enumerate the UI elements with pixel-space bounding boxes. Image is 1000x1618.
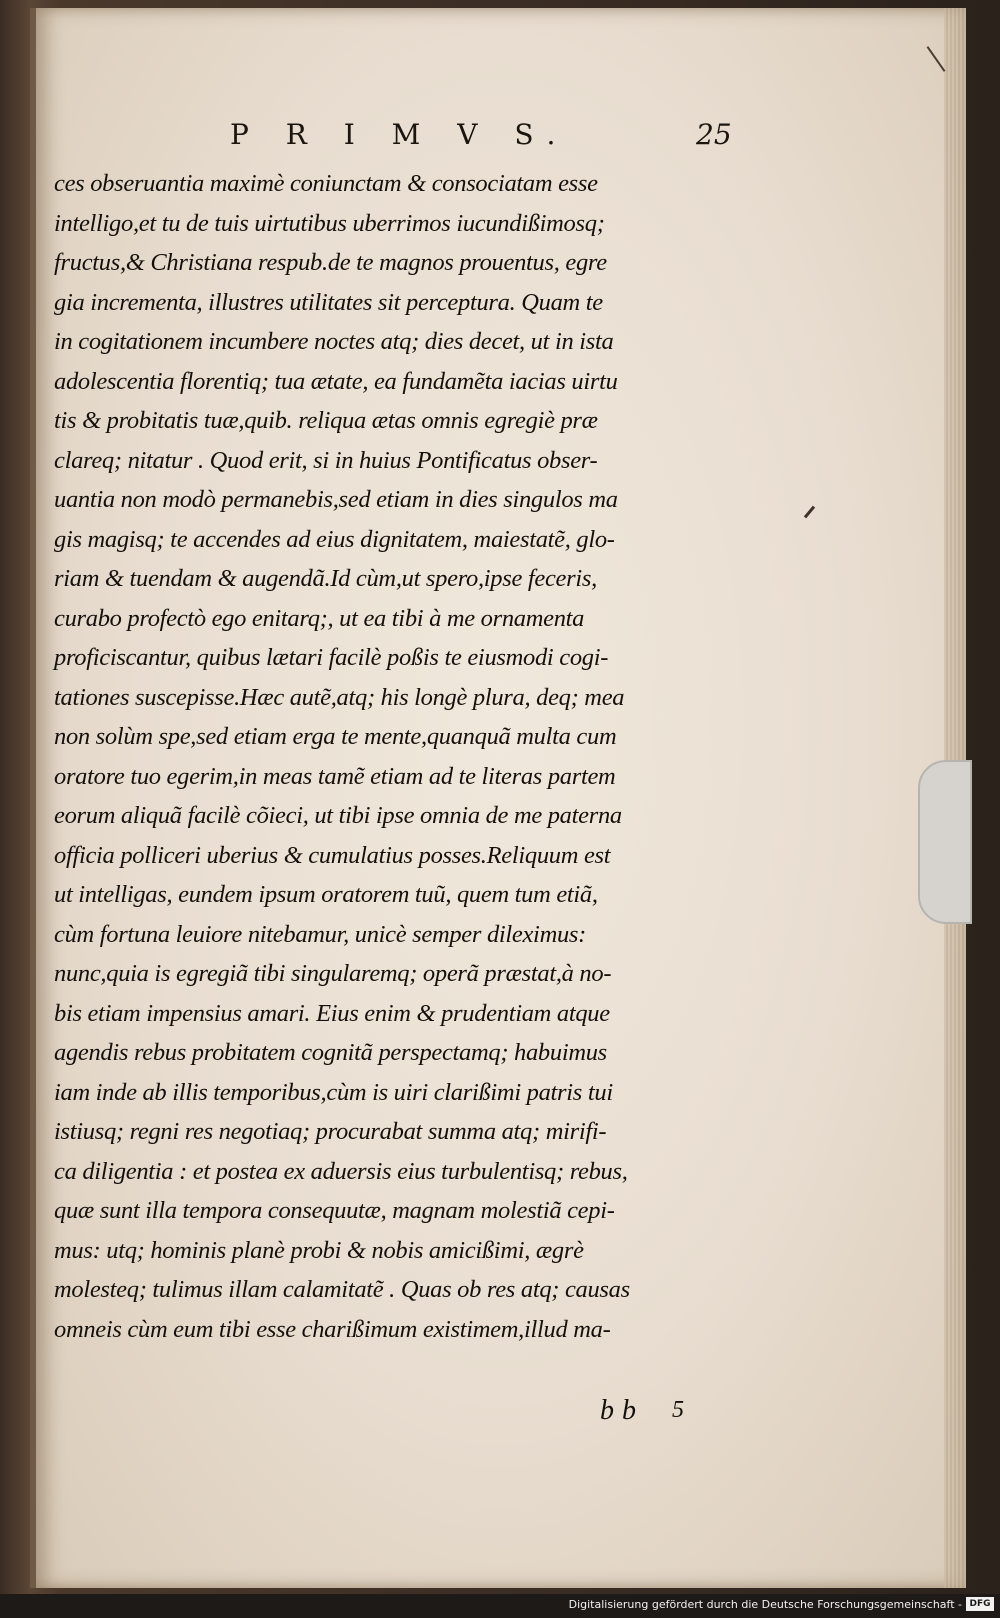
dfg-logo: DFG xyxy=(966,1597,994,1611)
text-line: omneis cùm eum tibi esse charißimum existimem,illud ma- xyxy=(54,1315,611,1343)
running-head: P R I M V S. xyxy=(230,118,570,151)
text-line: tis & probitatis tuæ,quib. reliqua ætas omnis egregiè præ xyxy=(54,407,598,434)
text-line: nunc,quia is egregiã tibi singularemq; operã præstat,à no- xyxy=(54,960,612,987)
page-header xyxy=(230,118,730,158)
signature-mark: bb xyxy=(600,1395,644,1426)
text-line: mus: utq; hominis planè probi & nobis amicißimi, ægrè xyxy=(54,1236,584,1264)
text-line: intelligo,et tu de tuis uirtutibus uberrimos iucundißimosq; xyxy=(54,209,605,237)
text-line: proficiscantur, quibus lætari facilè poßis te eiusmodi cogi- xyxy=(54,644,609,671)
text-line: curabo profectò ego enitarq;, ut ea tibi à me ornamenta xyxy=(54,604,585,632)
page-clip-tab xyxy=(918,760,972,924)
text-line: fructus,& Christiana respub.de te magnos prouentus, egre xyxy=(54,249,607,276)
body-text xyxy=(54,164,796,1349)
funding-credit: Digitalisierung gefördert durch die Deutsche Forschungsgemeinschaft - xyxy=(568,1598,962,1611)
text-line: oratore tuo egerim,in meas tamẽ etiam ad te literas partem xyxy=(54,762,616,790)
text-line: gia incrementa, illustres utilitates sit perceptura. Quam te xyxy=(54,288,603,316)
text-line: uantia non modò permanebis,sed etiam in dies singulos ma xyxy=(54,486,618,513)
text-line: eorum aliquã facilè cõieci, ut tibi ipse omnia de me paterna xyxy=(54,802,622,829)
text-line: gis magisq; te accendes ad eius dignitatem, maiestatẽ, glo- xyxy=(54,525,615,553)
text-line: riam & tuendam & augendã.Id cùm,ut spero,ipse feceris, xyxy=(54,565,597,592)
folio-number: 25 xyxy=(696,118,732,151)
text-line: ut intelligas, eundem ipsum oratorem tuũ, quem tum etiã, xyxy=(54,881,598,908)
text-line: officia polliceri uberius & cumulatius posses.Reliquum est xyxy=(54,841,611,869)
text-line: clareq; nitatur . Quod erit, si in huius Pontificatus obser- xyxy=(54,446,598,474)
text-line: adolescentia florentiq; tua ætate, ea fundamẽta iacias uirtu xyxy=(54,367,618,395)
text-line: quæ sunt illa tempora consequutæ, magnam molestiã cepi- xyxy=(54,1197,615,1224)
signature-number: 5 xyxy=(672,1397,684,1423)
text-line: non solùm spe,sed etiam erga te mente,quanquã multa cum xyxy=(54,723,617,750)
text-line: ces obseruantia maximè coniunctam & consociatam esse xyxy=(54,170,598,197)
text-line: molesteq; tulimus illam calamitatẽ . Quas ob res atq; causas xyxy=(54,1276,630,1303)
text-line: agendis rebus probitatem cognitã perspectamq; habuimus xyxy=(54,1039,607,1066)
text-line: cùm fortuna leuiore nitebamur, unicè semper dileximus: xyxy=(54,920,587,948)
text-line: iam inde ab illis temporibus,cùm is uiri clarißimi patris tui xyxy=(54,1078,613,1106)
text-line: in cogitationem incumbere noctes atq; dies decet, ut in ista xyxy=(54,328,614,355)
text-line: bis etiam impensius amari. Eius enim & prudentiam atque xyxy=(54,999,610,1027)
text-line: ca diligentia : et postea ex aduersis eius turbulentisq; rebus, xyxy=(54,1157,628,1185)
text-line: istiusq; regni res negotiaq; procurabat summa atq; mirifi- xyxy=(54,1118,607,1145)
text-line: tationes suscepisse.Hæc autẽ,atq; his longè plura, deq; mea xyxy=(54,683,625,711)
